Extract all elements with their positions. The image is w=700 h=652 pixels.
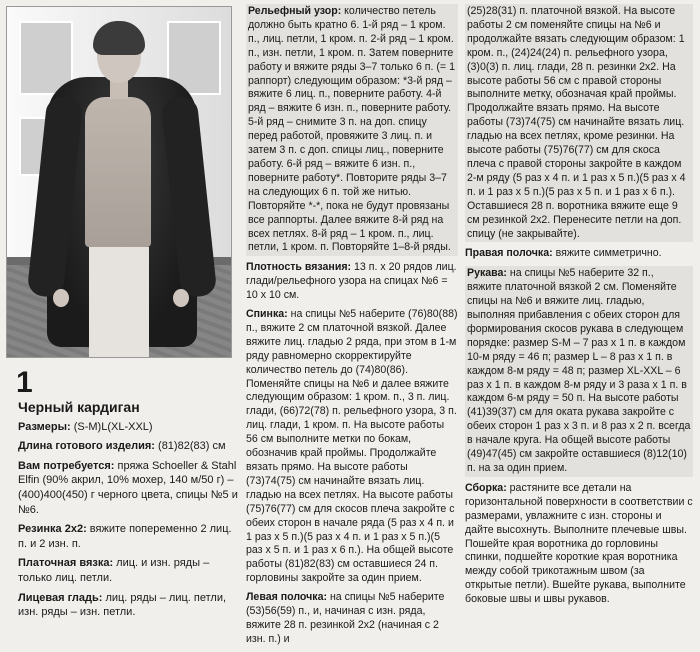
left-paragraphs [18, 420, 240, 620]
model-top [85, 97, 151, 247]
paragraph [18, 556, 240, 585]
paragraph-label: Правая полочка: [465, 247, 553, 260]
paragraph-text: лиц. и изн. ряды – только лиц. петли. [18, 557, 210, 584]
paragraph [465, 482, 693, 607]
paragraph [18, 439, 240, 454]
left-column [18, 368, 240, 625]
paragraph [465, 266, 693, 477]
paragraph-label: Размеры: [18, 420, 71, 433]
paragraph-text: (S-M)L(XL-XXL) [70, 420, 153, 433]
paragraph [18, 591, 240, 620]
paragraph-label: Сборка: [465, 481, 507, 494]
right-column [465, 4, 693, 612]
paragraph-label: Вам потребуется: [18, 459, 115, 472]
paragraph-text: количество петель должно быть кратно 6. 1-й ряд – 1 кром. п., лиц. петли, 1 кром. п. 2-й ряд – 1 кром. п., изн. петли, 1 кром. п. Затем поверните работу и вяжите ряды 3–7 только 6 п. (= 1 раппорт) следующим образом: *3-й ряд – вяжите 6 лиц. п., поверните работу. 4-й ряд – вяжите 6 изн. п., поверните работу. 5-й ряд – снимите 3 п. на доп. спицу перед работой, провяжите 3 лиц. п. и затем 3 п. с доп. спицы лиц., поверните работу. 6-й ряд – вяжите 6 изн. п., поверните работу*. Повторите ряды 3–7 на следующих 6 п. той же нитью. Повторяйте *-*, пока не будут провязаны все раппорты. Далее вяжите 8-й ряд на всех петлях. 8-й ряд – 1 кром. п., лиц. петли, 1 кром. п. Повторяйте 1–8-й ряды. [248, 5, 455, 254]
paragraph-label: Длина готового изделия: [18, 440, 155, 453]
paragraph [246, 591, 458, 647]
paragraph-label: Рельефный узор: [248, 5, 342, 17]
paragraph-text: лиц. ряды – лиц. петли, изн. ряды – изн. петли. [18, 591, 227, 619]
paragraph-label: Спинка: [246, 308, 288, 321]
middle-paragraphs [246, 4, 458, 647]
paragraph-text: (81)82(83) см [154, 440, 226, 453]
middle-column [246, 4, 458, 652]
paragraph-text: на спицы №5 наберите (53)56(59) п., и, начиная с изн. ряда, вяжите 28 п. резинкой 2х2 (начиная с 2 изн. п.) и [246, 591, 445, 645]
paragraph [465, 4, 693, 242]
paragraph-label: Плотность вязания: [246, 261, 352, 274]
right-paragraphs [465, 4, 693, 607]
paragraph-text: пряжа Schoeller & Stahl Elfin (90% акрил, 10% мохер, 140 м/50 г) – (400)400(450) г черного цвета, спицы №5 и №6. [18, 459, 238, 516]
paragraph [18, 459, 240, 517]
pattern-number: 1 [16, 366, 33, 399]
paragraph-label: Платочная вязка: [18, 557, 114, 570]
paragraph [246, 4, 458, 256]
model-hand [53, 289, 69, 307]
pattern-title: Черный кардиган [18, 399, 140, 415]
paragraph-text: растяните все детали на горизонтальной поверхности в соответствии с размерами, увлажните с изн. стороны и дайте высохнуть. Выполните плечевые швы. Пошейте края воротника до горловины спинки, подшейте короткие края воротника между собой трикотажным швом (за открытые петли). Вшейте рукава, выполните боковые швы и швы рукавов. [465, 481, 693, 606]
paragraph-text: вяжите симметрично. [552, 247, 662, 260]
paragraph [18, 522, 240, 551]
paragraph-text: вяжите попеременно 2 лиц. п. и 2 изн. п. [18, 523, 232, 550]
paragraph [246, 308, 458, 586]
paragraph [18, 420, 240, 435]
paragraph-text: 13 п. х 20 рядов лиц. глади/рельефного узора на спицах №6 = 10 х 10 см. [246, 261, 457, 302]
paragraph-label: Лицевая гладь: [18, 591, 103, 604]
model-photo [6, 6, 232, 358]
paragraph [246, 261, 458, 303]
paragraph [465, 247, 693, 261]
model-hand [173, 289, 189, 307]
paragraph-text: (25)28(31) п. платочной вязкой. На высоте работы 2 см поменяйте спицы на №6 и продолжайте вязать следующим образом: 1 кром. п., (24)24(24) п. рельефного узора, (3)0(3) п. лиц. глади, 28 п. резинки 2х2. На высоте работы 56 см с правой стороны выполните метку, обозначая край проймы. Продолжайте вязать прямо. На высоте работы (73)74(75) см начинайте вязать лиц. гладью на всех петлях, кроме резинки. На высоте работы (75)76(77) см для скоса плеча с правой стороны закройте в каждом 2-м ряду (5 раз х 4 п. и 1 раз х 5 п.)(5 раз х 4 п. и 1 раз х 5 п.)(5 раз х 5 п. и 1 раз х 6 п.). Оставшиеся 28 п. воротника вяжите еще 9 см резинкой 2х2. Перенесите петли на доп. спицу (не закрывайте). [467, 5, 686, 240]
paragraph-label: Рукава: [467, 267, 507, 280]
model-pants [89, 247, 149, 357]
paragraph-label: Резинка 2х2: [18, 523, 87, 536]
paragraph-text: на спицы №5 наберите 32 п., вяжите платочной вязкой 2 см. Поменяйте спицы на №6 и вяжите лиц. гладью, выполняя прибавления с обеих сторон для формирования скосов рукава в следующем порядке: размер S-M – 7 раз х 1 п. в каждом 10-м ряду = 46 п; размер L – 8 раз х 1 п. в каждом 8-м ряду = 48 п; размер XL-XXL – 6 раз х 1 п. в каждом 8-м ряду и 3 раза х 1 п. в каждом 6-м ряду = 50 п. На высоте работы (41)39(37) см для оката рукава закройте с обеих сторон 1 раз х 3 п. и 8 раз х 2 п. всегда в начале круга. На общей высоте работы (49)47(45) см закройте оставшиеся (8)12(10) п. на за один прием. [467, 267, 691, 474]
paragraph-label: Левая полочка: [246, 591, 327, 604]
paragraph-text: на спицы №5 наберите (76)80(88) п., вяжите 2 см платочной вязкой. Далее вяжите лиц. гладью 2 ряда, при этом в 1-м ряду равномерно скорректируйте количество петель до (74)80(86). Поменяйте спицы на №6 и далее вяжите следующим образом: 1 кром. п., 3 п. лиц. глади, (66)72(78) п. рельефного узора, 3 п. лиц. глади, 1 кром. п. На высоте работы 56 см выполните метки по бокам, обозначив край проймы. Продолжайте вязать прямо. На высоте работы (73)74(75) см начинайте вязать лиц. гладью на всех петлях. На высоте работы (75)76(77) см для скосов плеча закройте с обеих сторон в начале ряда (5 раз х 4 п. и 1 раз х 5 п.)(5 раз х 4 п. и 1 раз х 5 п.)(5 раз х 5 п. и 1 раз х 6 п.). На общей высоте работы (81)82(83) см оставшиеся 24 п. горловины закройте за один прием. [246, 308, 458, 585]
